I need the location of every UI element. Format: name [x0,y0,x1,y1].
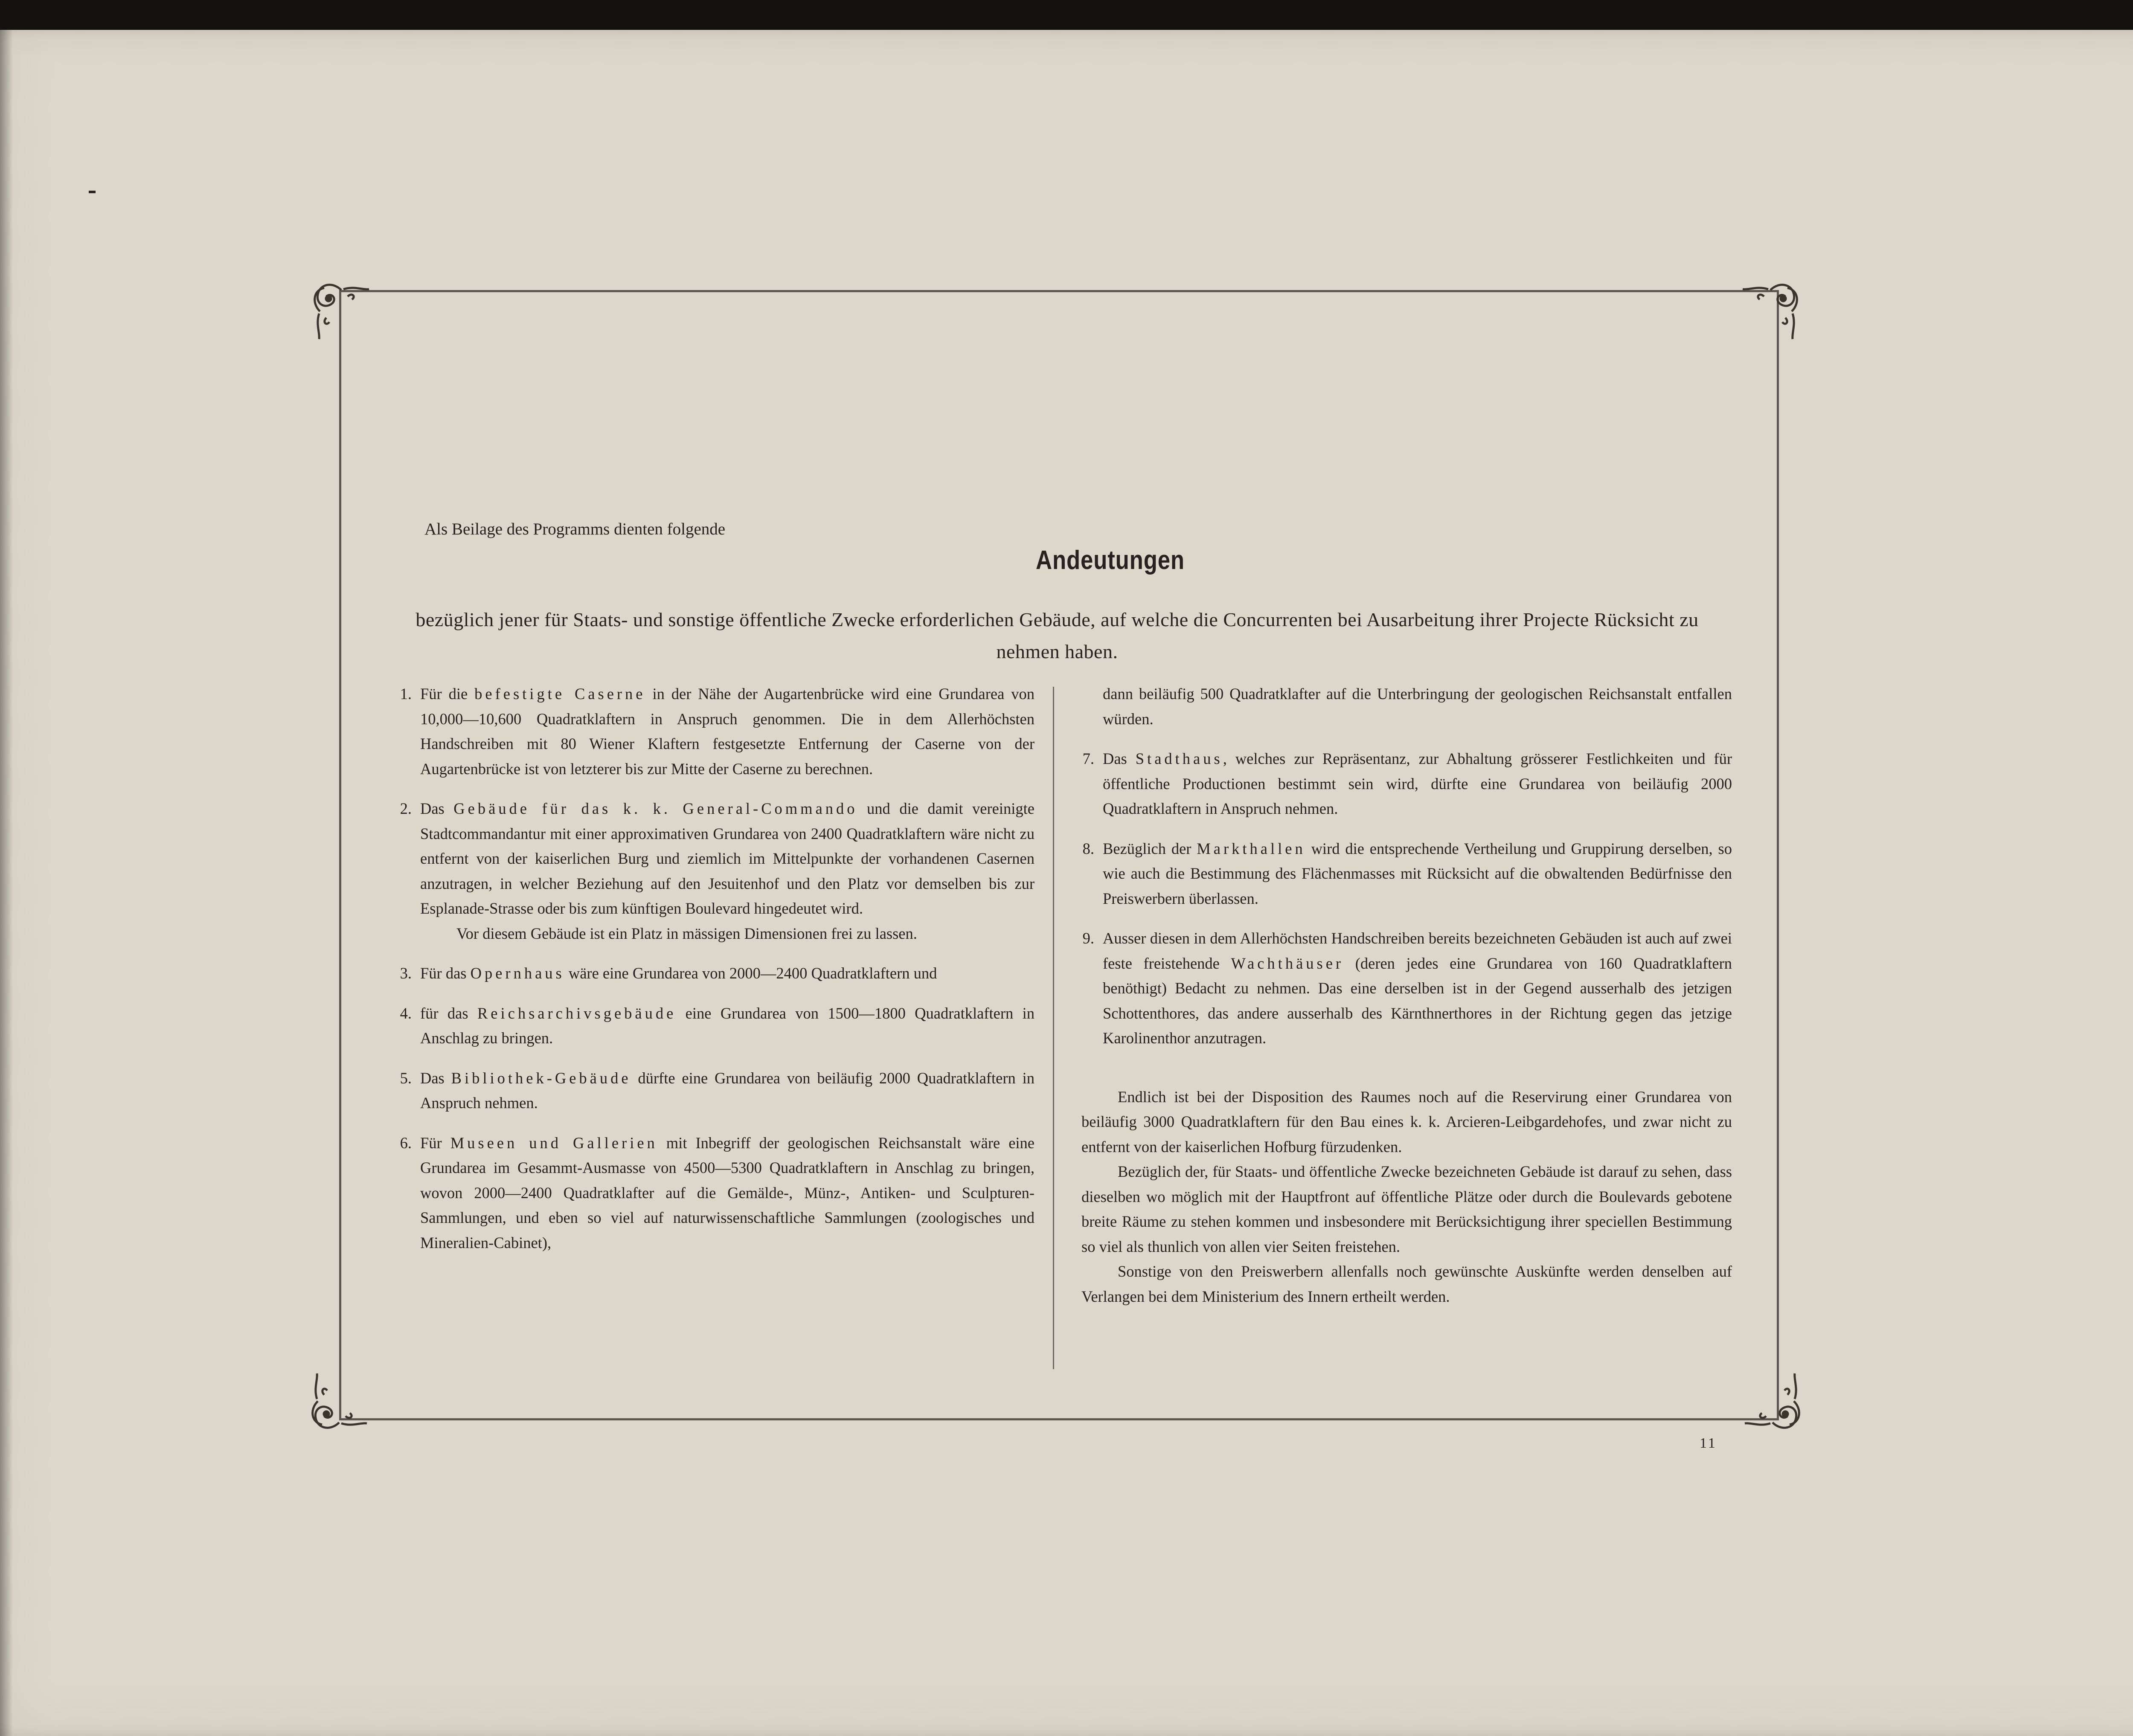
list-item [395,1131,1035,1256]
page-number: 11 [1700,1435,1717,1451]
item-text: dürfte eine Grundarea von beiläufig 2000 Quadratklaftern in Anspruch nehmen. [420,1069,1035,1112]
item-term: befestigte Caserne [474,685,646,703]
item-text: in der Nähe der Augartenbrücke wird eine Grundarea von 10,000—10,600 Quadratklaftern in Anspruch genommen. Die in dem Allerhöchsten Handschreiben mit 80 Wiener Klaftern festgesetzte Entfernung der Caserne von der Augartenbrücke ist von letzterer bis zur Mitte der Caserne zu berechnen. [420,685,1035,778]
list-item [395,796,1035,946]
corner-ornament-bottom-left [305,1371,369,1435]
item-extra-paragraph: Vor diesem Gebäude ist ein Platz in mässigen Dimensionen frei zu lassen. [456,924,917,942]
intro-line: Als Beilage des Programms dienten folgende [424,520,726,538]
item-text: wäre eine Grundarea von 2000—2400 Quadratklaftern und [564,964,937,982]
item-text-start: Das [420,800,454,817]
item-text: wird die entsprechende Vertheilung und Gruppirung derselben, so wie auch die Bestimmung des Flächenmasses mit Rücksicht auf die obwaltenden Bedürfnisse den Preiswerbern überlassen. [1103,839,1732,907]
item-text-start: für das [420,1004,477,1022]
item-number: 2. [400,800,412,817]
closing-paragraph: Endlich ist bei der Disposition des Raumes noch auf die Reservirung einer Grundarea von beiläufig 3000 Quadratklaftern für den Bau eines k. k. Arcieren-Leibgardehofes, und zwar nicht zu entfernt von der kaiserlichen Hofburg fürzudenken. [1081,1088,1732,1155]
document-subtitle: bezüglich jener für Staats- und sonstige öffentliche Zwecke erforderlichen Gebäude, auf welche die Concurrenten bei Ausarbeitung ihrer Projecte Rücksicht zu nehmen haben. [416,609,1699,662]
item-text: und die damit vereinigte Stadtcommandantur mit einer approximativen Grundarea von 2400 Quadratklaftern wäre nicht zu entfernt von der kaiserlichen Burg und ziemlich im Mittelpunkte der vorhandenen Casernen anzutragen, in welcher Beziehung auf den Jesuitenhof und den Platz vor demselben bis zur Esplanade-Strasse oder bis zum künftigen Boulevard hingedeutet wird. [420,800,1035,917]
column-divider [1053,687,1054,1369]
list-item [395,961,1035,986]
item-text-start: Ausser diesen in dem Allerhöchsten Handschreiben bereits bezeichneten Gebäuden ist auch auf zwei feste freistehende [1103,929,1732,972]
left-column [395,682,1035,1270]
list-item-continuation [1077,682,1732,732]
corner-ornament-bottom-right [1743,1371,1807,1435]
closing-paragraph: Bezüglich der, für Staats- und öffentliche Zwecke bezeichneten Gebäude ist darauf zu sehen, dass dieselben wo möglich mit der Hauptfront auf öffentliche Plätze oder durch die Boulevards gebotene breite Räume zu stehen kommen und insbesondere mit Berücksichtigung ihrer speciellen Bestimmung so viel als thunlich von allen vier Seiten freistehen. [1081,1163,1732,1255]
item-text: mit Inbegriff der geologischen Reichsanstalt wäre eine Grundarea im Gesammt-Ausmasse von 4500—5300 Quadratklaftern in Anschlag zu bringen, wovon 2000—2400 Quadratklafter auf die Gemälde-, Münz-, Antiken- und Sculpturen-Sammlungen, und eben so viel auf naturwissenschaftliche Sammlungen (zoologisches und Mineralien-Cabinet), [420,1134,1035,1251]
item-number: 3. [400,964,412,982]
item-number: 9. [1082,929,1094,947]
list-item [395,1066,1035,1116]
item-number: 5. [400,1069,412,1087]
item-term: Markthallen [1197,839,1306,857]
item-text-start: Das [420,1069,451,1087]
item-number: 8. [1082,839,1094,857]
item-term: Bibliothek-Gebäude [451,1069,631,1087]
item-text-start: Für die [420,685,475,703]
item-text-start: Das [1103,750,1136,767]
document-title: Andeutungen [1036,546,1185,575]
list-item [1077,746,1732,822]
right-column [1077,682,1732,1309]
item-text-start: Für das [420,964,471,982]
item-term: Wachthäuser [1231,954,1344,972]
item-text: , welches zur Repräsentanz, zur Abhaltung grösserer Festlichkeiten und für öffentliche Productionen bestimmt sein wird, dürfte eine Grundarea von beiläufig 2000 Quadratklaftern in Anspruch nehmen. [1103,750,1732,817]
margin-mark [89,191,96,193]
corner-ornament-top-right [1741,277,1805,341]
item-number: 7. [1082,750,1094,767]
item-term: Stadthaus [1135,750,1223,767]
item-term: Reichsarchivsgebäude [477,1004,677,1022]
list-item [1077,836,1732,912]
list-item [395,682,1035,781]
item-term: Museen und Gallerien [450,1134,658,1152]
item-number: 4. [400,1004,412,1022]
item-text-start: Bezüglich der [1103,839,1197,857]
item-term: Gebäude für das k. k. General-Commando [453,800,858,817]
closing-paragraph: Sonstige von den Preiswerbern allenfalls noch gewünschte Auskünfte werden denselben auf Verlangen bei dem Ministerium des Innern ertheilt werden. [1081,1263,1732,1305]
item-text: (deren jedes eine Grundarea von 160 Quadratklaftern benöthigt) Bedacht zu nehmen. Das eine derselben ist in der Gegend ausserhalb des jetzigen Schottenthores, das andere ausserhalb des Kärnthnerthores in der Richtung gegen das jetzige Karolinenthor anzutragen. [1103,954,1732,1047]
item-text-start: Für [420,1134,450,1152]
list-item [1077,926,1732,1051]
document-page [0,30,2133,1736]
item-term: Opernhaus [470,964,565,982]
list-item [395,1001,1035,1051]
item-text: eine Grundarea von 1500—1800 Quadratklaftern in Anschlag zu bringen. [420,1004,1035,1047]
item-number: 1. [400,685,412,703]
spacer [1077,1066,1732,1085]
corner-ornament-top-left [307,277,371,341]
item-number: 6. [400,1134,412,1152]
continuation-text: dann beiläufig 500 Quadratklafter auf die Unterbringung der geologischen Reichsanstalt entfallen würden. [1103,685,1732,728]
